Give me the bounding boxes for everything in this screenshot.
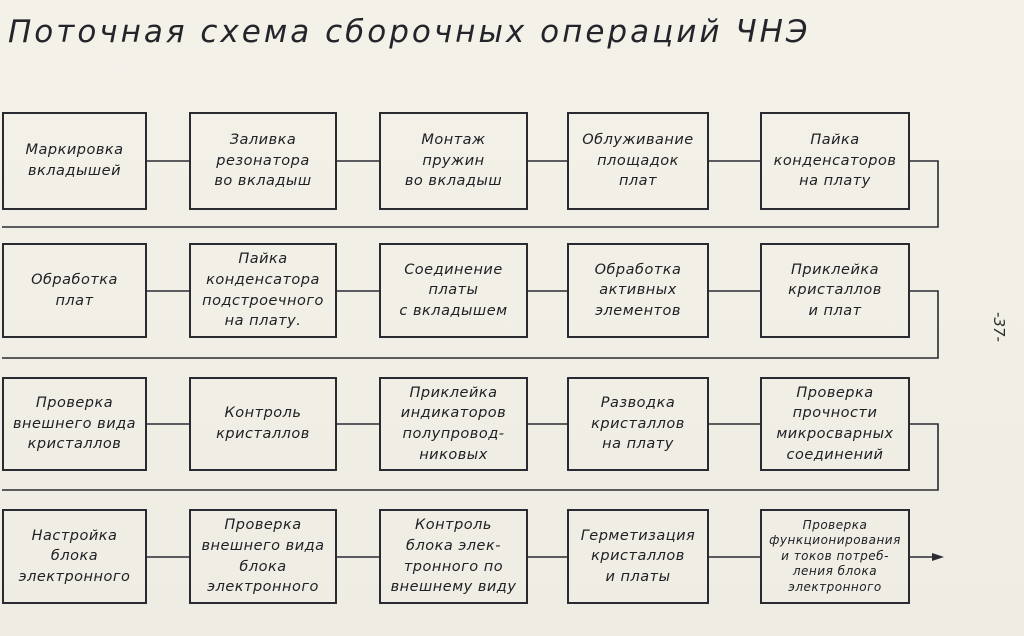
process-step-box bbox=[379, 509, 528, 604]
process-step-box bbox=[2, 509, 147, 604]
process-step-label: Пайка конденсаторов на плату bbox=[773, 132, 897, 190]
process-step-label: Проверка прочности микросварных соединений bbox=[776, 384, 894, 463]
process-step-box bbox=[379, 112, 528, 210]
process-step-box bbox=[760, 377, 910, 471]
process-step-label: Проверка функционирования и токов потреб- ления блока электронного bbox=[769, 517, 901, 594]
process-step-label: Соединение платы с вкладышем bbox=[399, 261, 508, 319]
process-step-box bbox=[760, 509, 910, 604]
process-step-label: Приклейка кристаллов и плат bbox=[788, 261, 882, 319]
process-step-box bbox=[189, 112, 337, 210]
process-step-label: Заливка резонатора во вкладыш bbox=[214, 132, 312, 190]
process-step-box bbox=[760, 112, 910, 210]
process-step-label: Настройка блока электронного bbox=[18, 527, 131, 585]
process-step-label: Приклейка индикаторов полупровод- никовых bbox=[400, 384, 507, 463]
process-step-box bbox=[567, 377, 709, 471]
process-step-label: Обработка плат bbox=[31, 271, 118, 309]
diagram-title: Поточная схема сборочных операций ЧНЭ bbox=[8, 14, 811, 50]
process-step-box bbox=[189, 509, 337, 604]
process-step-box bbox=[760, 243, 910, 338]
process-step-box bbox=[379, 377, 528, 471]
process-step-label: Облуживание площадок плат bbox=[582, 132, 694, 190]
process-step-label: Обработка активных элементов bbox=[594, 261, 682, 319]
process-step-box bbox=[189, 243, 337, 338]
process-step-label: Контроль блока элек- тронного по внешнему виду bbox=[390, 517, 517, 596]
process-step-box bbox=[567, 112, 709, 210]
process-step-box bbox=[379, 243, 528, 338]
process-step-label: Разводка кристаллов на плату bbox=[591, 395, 685, 453]
process-step-label: Монтаж пружин во вкладыш bbox=[404, 132, 503, 190]
process-step-label: Герметизация кристаллов и платы bbox=[580, 527, 696, 585]
process-step-box bbox=[2, 112, 147, 210]
process-step-label: Проверка внешнего вида блока электронного bbox=[201, 517, 325, 596]
process-step-box bbox=[2, 243, 147, 338]
page-number: -37- bbox=[989, 312, 1008, 342]
process-step-label: Контроль кристаллов bbox=[216, 405, 310, 442]
process-step-box bbox=[567, 509, 709, 604]
process-step-box bbox=[189, 377, 337, 471]
process-step-box bbox=[567, 243, 709, 338]
process-step-box bbox=[2, 377, 147, 471]
process-step-label: Пайка конденсатора подстроечного на плату. bbox=[202, 251, 324, 330]
process-step-label: Маркировка вкладышей bbox=[25, 142, 124, 179]
arrowhead-icon bbox=[932, 553, 944, 561]
process-step-label: Проверка внешнего вида кристаллов bbox=[12, 395, 137, 453]
